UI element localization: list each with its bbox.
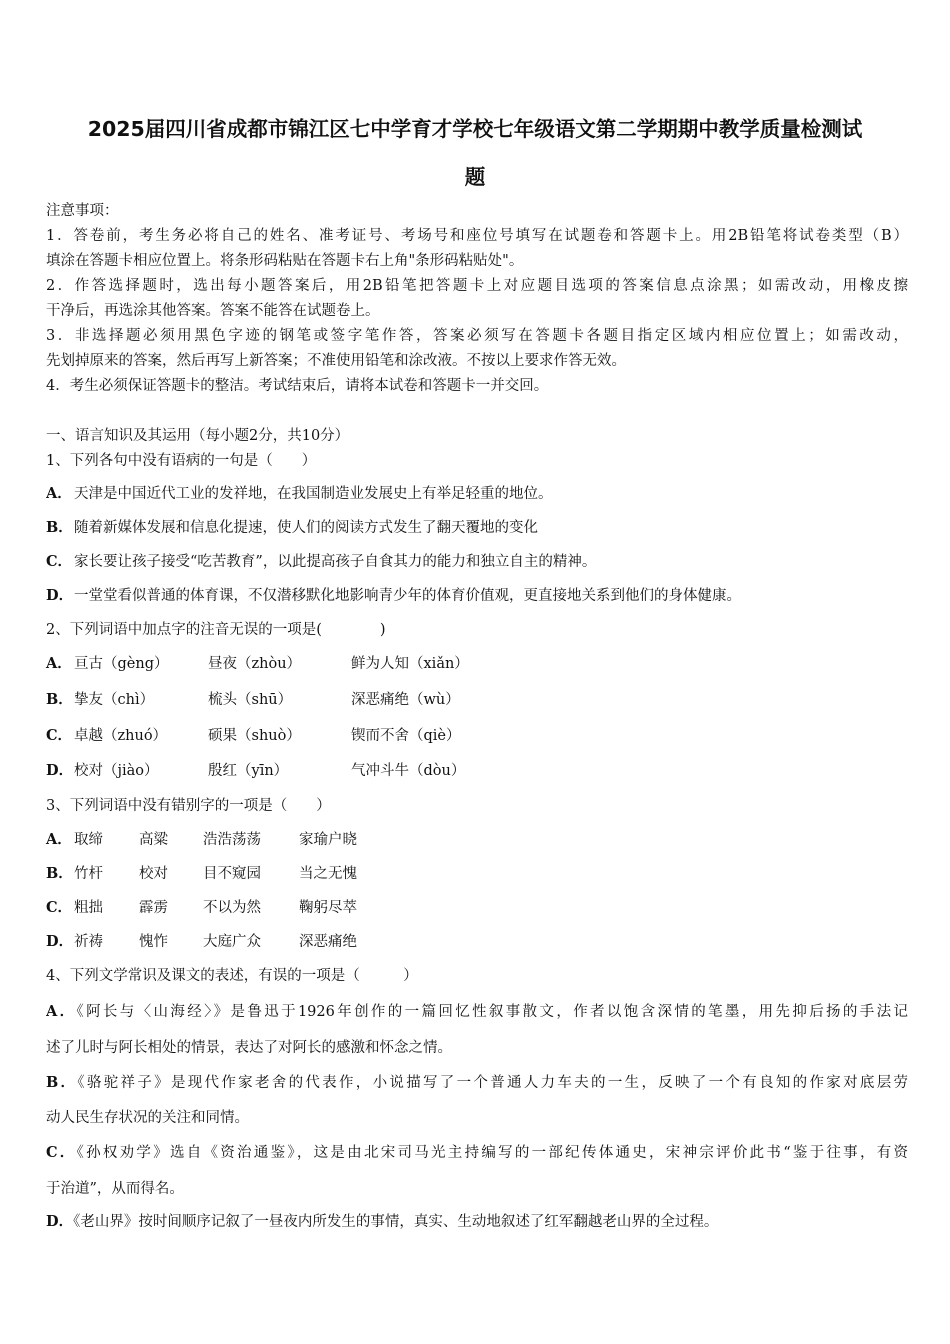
q2-option-d-label: D． [46,762,74,779]
option-label: A． [46,485,72,502]
option-text: 天津是中国近代工业的发祥地，在我国制造业发展史上有举足轻重的地位。 [74,486,553,502]
q3-option-a-word4: 家瑜户晓 [299,832,357,848]
option-label: C． [46,1144,77,1161]
q2-option-d-word2: 殷红（yīn） [208,763,289,779]
q2-option-c-word3: 锲而不舍（qiè） [351,728,461,744]
q1-option-a [46,484,908,504]
q4-option-a-line1: A．《阿长与〈山海经〉》是鲁迅于1926年创作的一篇回忆性叙事散文，作者以饱含深情的笔墨，用先抑后扬的手法记 [46,1003,908,1020]
q3-option-c-word2: 霹雳 [139,900,168,916]
option-text: 随着新媒体发展和信息化提速，使人们的阅读方式发生了翻天覆地的变化 [74,520,538,536]
notes-line: 填涂在答题卡相应位置上。将条形码粘贴在答题卡右上角"条形码粘贴处"。 [46,253,524,269]
q1-option-c [46,552,908,572]
q3-option-d-word2: 愧怍 [139,934,168,950]
q3-option-d-word4: 深恶痛绝 [299,934,357,950]
q4-option-c-line2: 于治道”，从而得名。 [46,1181,184,1197]
q1-option-d [46,586,908,606]
q3-option-c-word1: 粗拙 [74,900,103,916]
q2-option-a-word2: 昼夜（zhòu） [208,656,302,672]
q3-option-b-label: B． [46,865,73,882]
option-text: 一堂堂看似普通的体育课，不仅潜移默化地影响青少年的体育价值观，更直接地关系到他们的身体健康。 [74,588,741,604]
notes-line: 4．考生必须保证答题卡的整洁。考试结束后，请将本试卷和答题卡一并交回。 [46,378,549,394]
q4-option-b-line2: 动人民生存状况的关注和同情。 [46,1110,249,1126]
q3-option-d-word1: 祈祷 [74,934,103,950]
q3-option-b-word1: 竹杆 [74,866,103,882]
q2-option-b-label: B． [46,691,73,708]
q3-option-a-word2: 高粱 [139,832,168,848]
q4-option-d-line1: D．《老山界》按时间顺序记叙了一昼夜内所发生的事情，真实、生动地叙述了红军翻越老山界的全过程。 [46,1213,719,1230]
q2-option-c-word2: 硕果（shuò） [208,728,301,744]
q3-option-c-label: C． [46,899,73,916]
q2-option-b-word3: 深恶痛绝（wù） [351,692,460,708]
q4-option-b-line1: B．《骆驼祥子》是现代作家老舍的代表作，小说描写了一个普通人力车夫的一生，反映了一个有良知的作家对底层劳 [46,1074,908,1091]
q3-option-b-word4: 当之无愧 [299,866,357,882]
q4-option-a-line2: 述了儿时与阿长相处的情景，表达了对阿长的感激和怀念之情。 [46,1040,452,1056]
notes-line: 干净后，再选涂其他答案。答案不能答在试题卷上。 [46,303,380,319]
exam-title-line2: 题 [464,165,486,189]
question-stem-2: 2、下列词语中加点字的注音无误的一项是( ) [46,622,386,638]
notes-line: 先划掉原来的答案，然后再写上新答案；不准使用铅笔和涂改液。不按以上要求作答无效。 [46,353,626,369]
q3-option-a-word1: 取缔 [74,832,103,848]
option-label: B． [46,519,73,536]
option-label: D． [46,587,74,604]
q2-option-a-word3: 鲜为人知（xiǎn） [351,656,469,672]
notes-line: 3．非选择题必须用黑色字迹的钢笔或签字笔作答，答案必须写在答题卡各题目指定区域内相应位置上；如需改动， [46,328,908,344]
notes-heading: 注意事项： [46,203,119,219]
q3-option-a-label: A． [46,831,72,848]
section-heading: 一、语言知识及其运用（每小题2分，共10分） [46,428,350,444]
q3-option-b-word2: 校对 [139,866,168,882]
q2-option-a-label: A． [46,655,72,672]
q3-option-c-word4: 鞠躬尽萃 [299,900,357,916]
notes-line: 2．作答选择题时，选出每小题答案后，用2B铅笔把答题卡上对应题目选项的答案信息点涂黑；如需改动，用橡皮擦 [46,278,908,294]
question-stem-4: 4、下列文学常识及课文的表述，有误的一项是（ ） [46,968,418,984]
q1-option-b [46,518,908,538]
q3-option-d-word3: 大庭广众 [203,934,261,950]
option-text: 家长要让孩子接受“吃苦教育”，以此提高孩子自食其力的能力和独立自主的精神。 [74,554,597,570]
q2-option-c-label: C． [46,727,73,744]
q2-option-a-word1: 亘古（gèng） [74,656,169,672]
q2-option-c-word1: 卓越（zhuó） [74,728,168,744]
q2-option-d-word3: 气冲斗牛（dòu） [351,763,466,779]
q2-option-b-word2: 梳头（shū） [208,692,293,708]
option-label: B． [46,1074,78,1091]
option-label: D． [46,1213,74,1230]
question-stem-3: 3、下列词语中没有错别字的一项是（ ） [46,798,331,814]
q3-option-c-word3: 不以为然 [203,900,261,916]
option-label: A． [46,1003,77,1020]
exam-title-line1: 2025届四川省成都市锦江区七中学育才学校七年级语文第二学期期中教学质量检测试 [87,117,863,141]
q3-option-b-word3: 目不窥园 [203,866,261,882]
q4-option-c-line1: C．《孙权劝学》选自《资治通鉴》，这是由北宋司马光主持编写的一部纪传体通史，宋神宗评价此书“鉴于往事，有资 [46,1144,908,1161]
q3-option-d-label: D． [46,933,74,950]
q2-option-d-word1: 校对（jiào） [74,763,159,779]
q3-option-a-word3: 浩浩荡荡 [203,832,261,848]
question-stem-1: 1、下列各句中没有语病的一句是（ ） [46,453,317,469]
q2-option-b-word1: 挚友（chì） [74,692,155,708]
option-label: C． [46,553,73,570]
notes-line: 1．答卷前，考生务必将自己的姓名、准考证号、考场号和座位号填写在试题卷和答题卡上。用2B铅笔将试卷类型（B） [46,228,908,244]
